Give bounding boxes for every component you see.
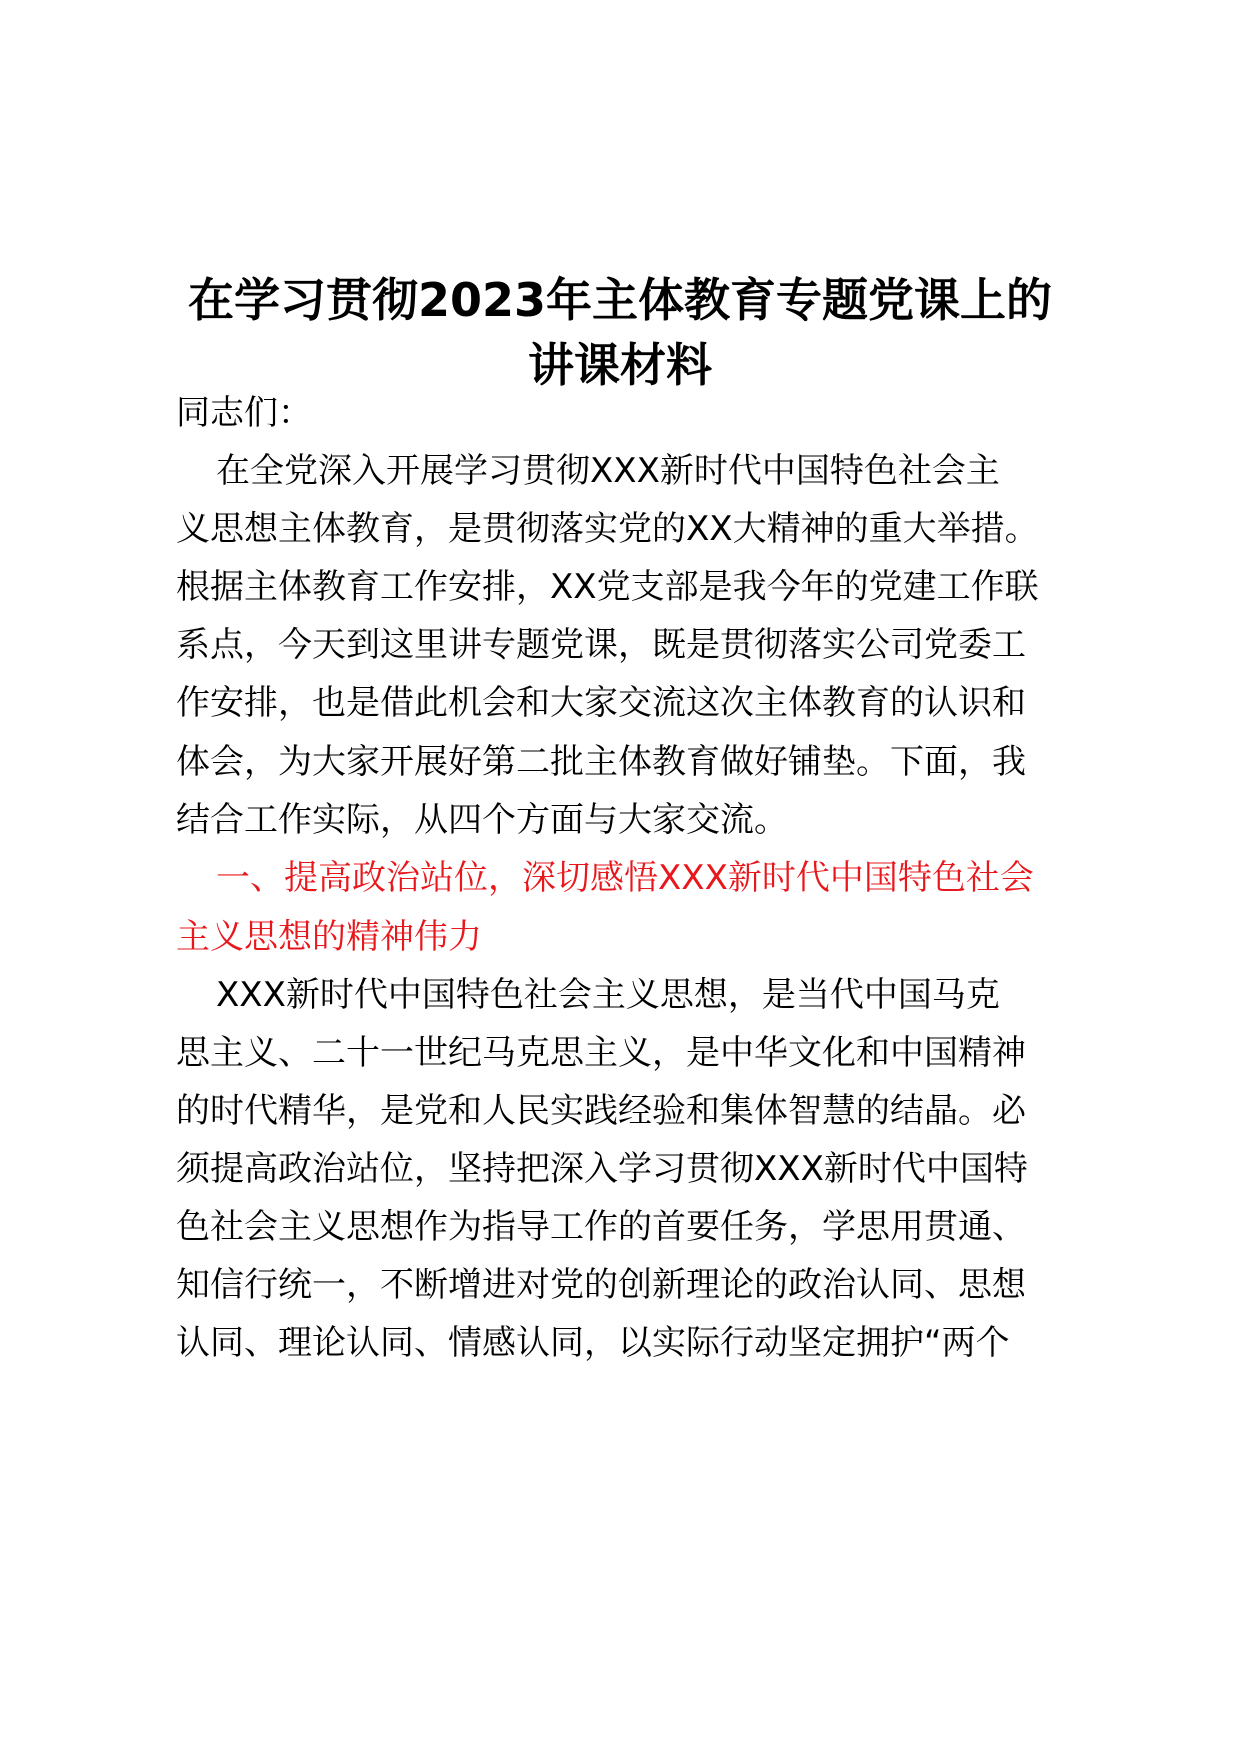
intro-line-4: 系点，今天到这里讲专题党课，既是贯彻落实公司党委工 — [176, 625, 1026, 665]
body-line-7: 认同、理论认同、情感认同，以实际行动坚定拥护“两个 — [176, 1323, 1010, 1363]
intro-line-2: 义思想主体教育，是贯彻落实党的XX大精神的重大举措。 — [176, 509, 1039, 549]
body-line-3: 的时代精华，是党和人民实践经验和集体智慧的结晶。必 — [176, 1091, 1026, 1131]
section-heading-1-line-2: 主义思想的精神伟力 — [176, 917, 482, 957]
document-title-line-1: 在学习贯彻2023年主体教育专题党课上的 — [187, 273, 1053, 327]
body-line-6: 知信行统一，不断增进对党的创新理论的政治认同、思想 — [176, 1265, 1026, 1305]
intro-line-6: 体会，为大家开展好第二批主体教育做好铺垫。下面，我 — [176, 742, 1026, 782]
intro-line-1: 在全党深入开展学习贯彻XXX新时代中国特色社会主 — [216, 451, 1000, 491]
intro-line-7: 结合工作实际，从四个方面与大家交流。 — [176, 800, 788, 840]
body-line-1: XXX新时代中国特色社会主义思想，是当代中国马克 — [216, 975, 1000, 1015]
section-heading-1-line-1: 一、提高政治站位，深切感悟XXX新时代中国特色社会 — [216, 858, 1034, 898]
intro-line-3: 根据主体教育工作安排，XX党支部是我今年的党建工作联 — [176, 567, 1039, 607]
intro-line-5: 作安排，也是借此机会和大家交流这次主体教育的认识和 — [176, 683, 1026, 723]
salutation: 同志们： — [176, 393, 312, 433]
body-line-4: 须提高政治站位，坚持把深入学习贯彻XXX新时代中国特 — [176, 1149, 1028, 1189]
document-title-line-2: 讲课材料 — [528, 338, 712, 392]
body-line-2: 思主义、二十一世纪马克思主义，是中华文化和中国精神 — [176, 1033, 1026, 1073]
body-line-5: 色社会主义思想作为指导工作的首要任务，学思用贯通、 — [176, 1207, 1026, 1247]
